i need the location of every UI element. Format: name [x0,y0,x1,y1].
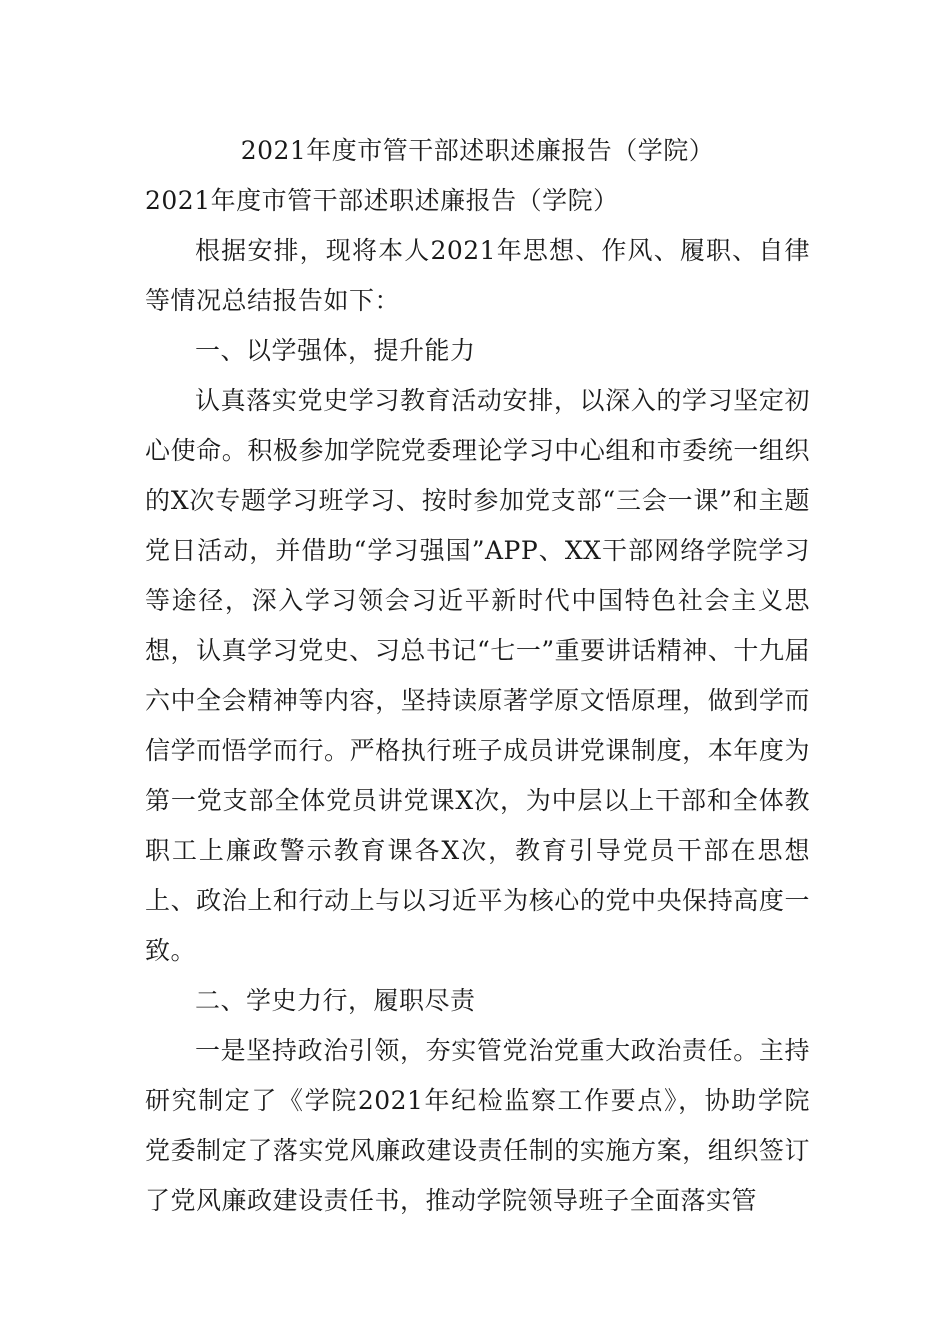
document-subtitle: 2021年度市管干部述职述廉报告（学院） [145,186,619,215]
paragraph-section-2: 一是坚持政治引领，夯实管党治党重大政治责任。主持研究制定了《学院2021年纪检监察工作要点》，协助学院党委制定了落实党风廉政建设责任制的实施方案，组织签订了党风廉政建设责任书，推动学院领导班子全面落实管 [145,1036,810,1215]
document-title: 2021年度市管干部述职述廉报告（学院） [240,136,715,165]
section-heading-1: 一、以学强体，提升能力 [195,336,476,365]
section-heading-2: 二、学史力行，履职尽责 [195,986,476,1015]
paragraph-intro: 根据安排，现将本人2021年思想、作风、履职、自律等情况总结报告如下： [145,236,810,315]
paragraph-section-1: 认真落实党史学习教育活动安排，以深入的学习坚定初心使命。积极参加学院党委理论学习中心组和市委统一组织的X次专题学习班学习、按时参加党支部“三会一课”和主题党日活动，并借助“学习强国”APP、XX干部网络学院学习等途径，深入学习领会习近平新时代中国特色社会主义思想，认真学习党史、习总书记“七一”重要讲话精神、十九届六中全会精神等内容，坚持读原著学原文悟原理，做到学而信学而悟学而行。严格执行班子成员讲党课制度，本年度为第一党支部全体党员讲党课X次，为中层以上干部和全体教职工上廉政警示教育课各X次，教育引导党员干部在思想上、政治上和行动上与以习近平为核心的党中央保持高度一致。 [145,386,810,965]
document-body [145,226,810,1226]
